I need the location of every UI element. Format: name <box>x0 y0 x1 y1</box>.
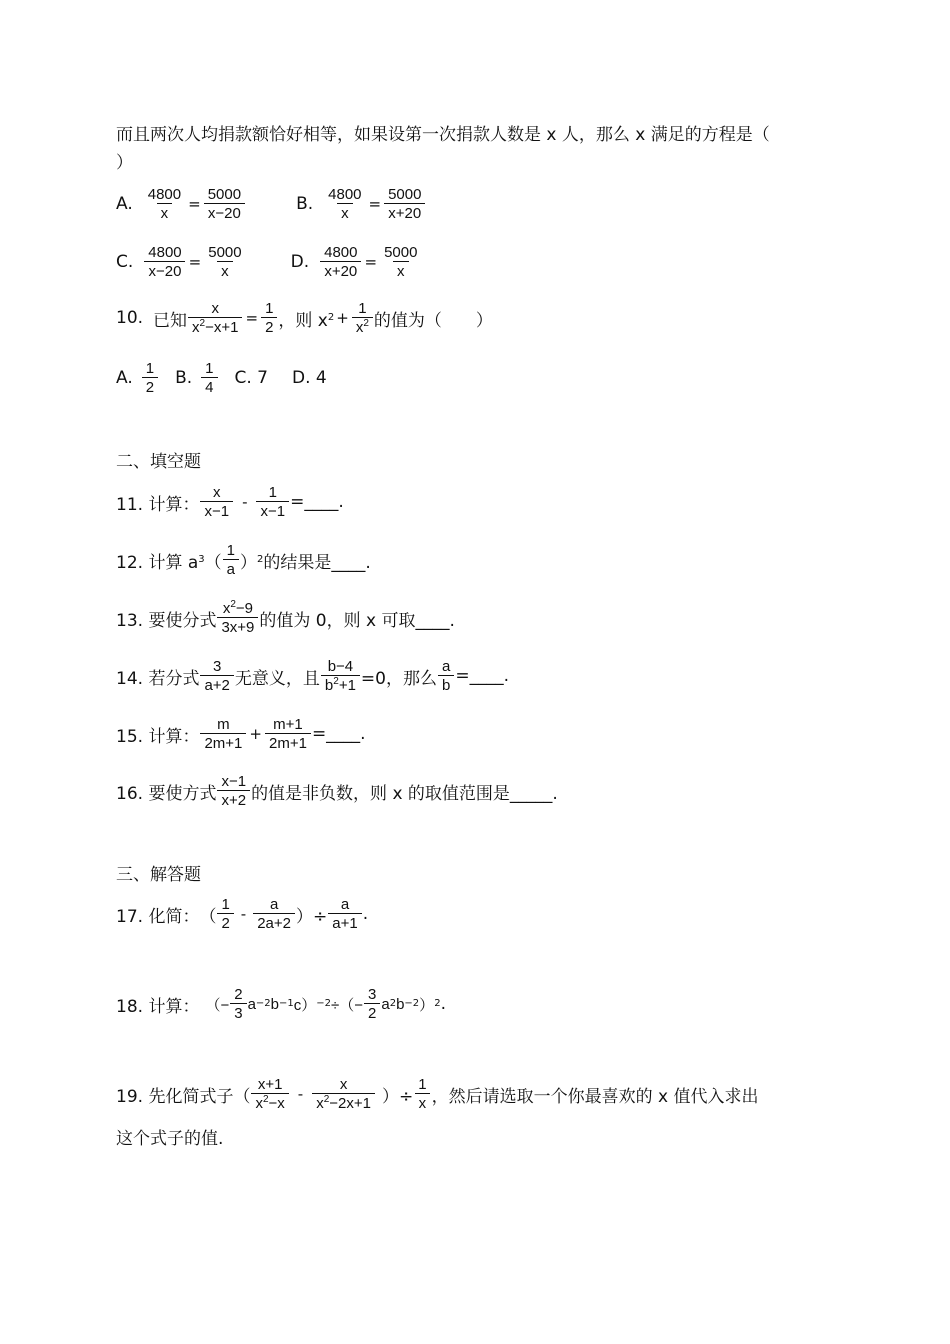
q9-option-c-fraction1: $\frac{4800}{x-20}$ <box>144 244 185 281</box>
q9-options-row2: C. $\frac{4800}{x-20}$ = $\frac{5000}{x}$ D. $\frac{4800}{x+20}$ = $\frac{5000}{x}$ <box>116 244 422 281</box>
q9-stem: 而且两次人均捐款额恰好相等，如果设第一次捐款人数是 x 人，那么 x 满足的方程是（ ） <box>116 125 770 173</box>
q13-fraction: $\frac{x^2-9}{3x+9}$ <box>217 600 258 637</box>
q9-option-c-label: C. <box>116 252 134 273</box>
q18: 18. 计算： （− $\frac{2}{3}$ a −2 b −1 c） −2 ÷（− $\frac{3}{2}$ a 2 b −2 ） 2 . <box>116 986 446 1023</box>
q19-fraction2: $\frac{x}{x^2-2x+1}$ <box>312 1076 375 1113</box>
q11: 11. 计算： $\frac{x}{x-1}$ - $\frac{1}{x-1}$ =____. <box>116 484 344 521</box>
section-fill-in-heading: 二、填空题 <box>116 452 201 472</box>
q10-option-b-fraction: $\frac{1}{4}$ <box>201 360 217 397</box>
q10-stem: 10. 已知 $\frac{x}{x^2-x+1}$ = $\frac{1}{2}$ ，则 x 2 + $\frac{1}{x^2}$ 的值为（ ） <box>116 300 493 337</box>
q13: 13. 要使分式 $\frac{x^2-9}{3x+9}$ 的值为 0，则 x 可取____. <box>116 599 455 637</box>
q9-options-row1: A. $\frac{4800}{x}$ = $\frac{5000}{x-20}$ B. $\frac{4800}{x}$ = $\frac{5000}{x+20}$ <box>116 186 426 223</box>
q17-fraction2: $\frac{a}{2a+2}$ <box>253 896 295 933</box>
q14-fraction2: $\frac{b-4}{b^2+1}$ <box>321 658 360 695</box>
q10-fraction2: $\frac{1}{2}$ <box>261 300 277 337</box>
q9-option-b-label: B. <box>296 194 314 215</box>
q15-fraction2: $\frac{m+1}{2m+1}$ <box>265 716 311 753</box>
q17-fraction1: $\frac{1}{2}$ <box>217 896 233 933</box>
q12-fraction: $\frac{1}{a}$ <box>223 542 239 579</box>
q15: 15. 计算： $\frac{m}{2m+1}$ + $\frac{m+1}{2m+1}$ =____. <box>116 716 366 753</box>
q12: 12. 计算 a 3 （ $\frac{1}{a}$ ） 2 的结果是____. <box>116 542 371 579</box>
q9-option-d-label: D. <box>290 252 310 273</box>
q14: 14. 若分式 $\frac{3}{a+2}$ 无意义，且 $\frac{b-4}{b^2+1}$ =0，那么 $\frac{a}{b}$ =____. <box>116 658 509 695</box>
q15-fraction1: $\frac{m}{2m+1}$ <box>200 716 246 753</box>
q19-fraction3: $\frac{1}{x}$ <box>414 1076 430 1113</box>
q10-option-a-fraction: $\frac{1}{2}$ <box>142 360 158 397</box>
q16: 16. 要使方式 $\frac{x-1}{x+2}$ 的值是非负数，则 x 的取值范围是_____. <box>116 773 558 810</box>
q10-fraction3: $\frac{1}{x^2}$ <box>352 300 373 337</box>
q19-fraction1: $\frac{x+1}{x^2-x}$ <box>251 1076 288 1113</box>
q9-option-b-fraction1: $\frac{4800}{x}$ <box>328 186 362 223</box>
q18-fraction1: $\frac{2}{3}$ <box>230 986 246 1023</box>
q11-fraction1: $\frac{x}{x-1}$ <box>200 484 233 521</box>
q19-line2: 这个式子的值. <box>116 1129 224 1149</box>
q11-fraction2: $\frac{1}{x-1}$ <box>256 484 289 521</box>
q10-options: A. $\frac{1}{2}$ B. $\frac{1}{4}$ C. 7 D. 4 <box>116 360 327 397</box>
q9-option-a-fraction1: $\frac{4800}{x}$ <box>147 186 182 223</box>
q14-fraction3: $\frac{a}{b}$ <box>438 658 454 695</box>
q14-fraction1: $\frac{3}{a+2}$ <box>200 658 233 695</box>
q18-fraction2: $\frac{3}{2}$ <box>364 986 380 1023</box>
q9-option-a-label: A. <box>116 194 133 215</box>
q9-option-d-fraction2: $\frac{5000}{x}$ <box>384 244 418 281</box>
q17: 17. 化简： （ $\frac{1}{2}$ - $\frac{a}{2a+2}$ ）÷ $\frac{a}{a+1}$ . <box>116 896 369 933</box>
q17-fraction3: $\frac{a}{a+1}$ <box>328 896 361 933</box>
q19: 19. 先化简式子（ $\frac{x+1}{x^2-x}$ - $\frac{x}{x^2-2x+1}$ ）÷ $\frac{1}{x}$ ，然后请选取一个你最喜欢的 x 值代入求出 <box>116 1076 759 1113</box>
q9-option-d-fraction1: $\frac{4800}{x+20}$ <box>320 244 361 281</box>
q10-fraction1: $\frac{x}{x^2-x+1}$ <box>188 300 242 337</box>
q9-option-c-fraction2: $\frac{5000}{x}$ <box>208 244 242 281</box>
q9-option-b-fraction2: $\frac{5000}{x+20}$ <box>384 186 425 223</box>
q16-fraction: $\frac{x-1}{x+2}$ <box>217 773 250 810</box>
q9-option-a-fraction2: $\frac{5000}{x-20}$ <box>204 186 245 223</box>
section-solution-heading: 三、解答题 <box>116 865 201 885</box>
